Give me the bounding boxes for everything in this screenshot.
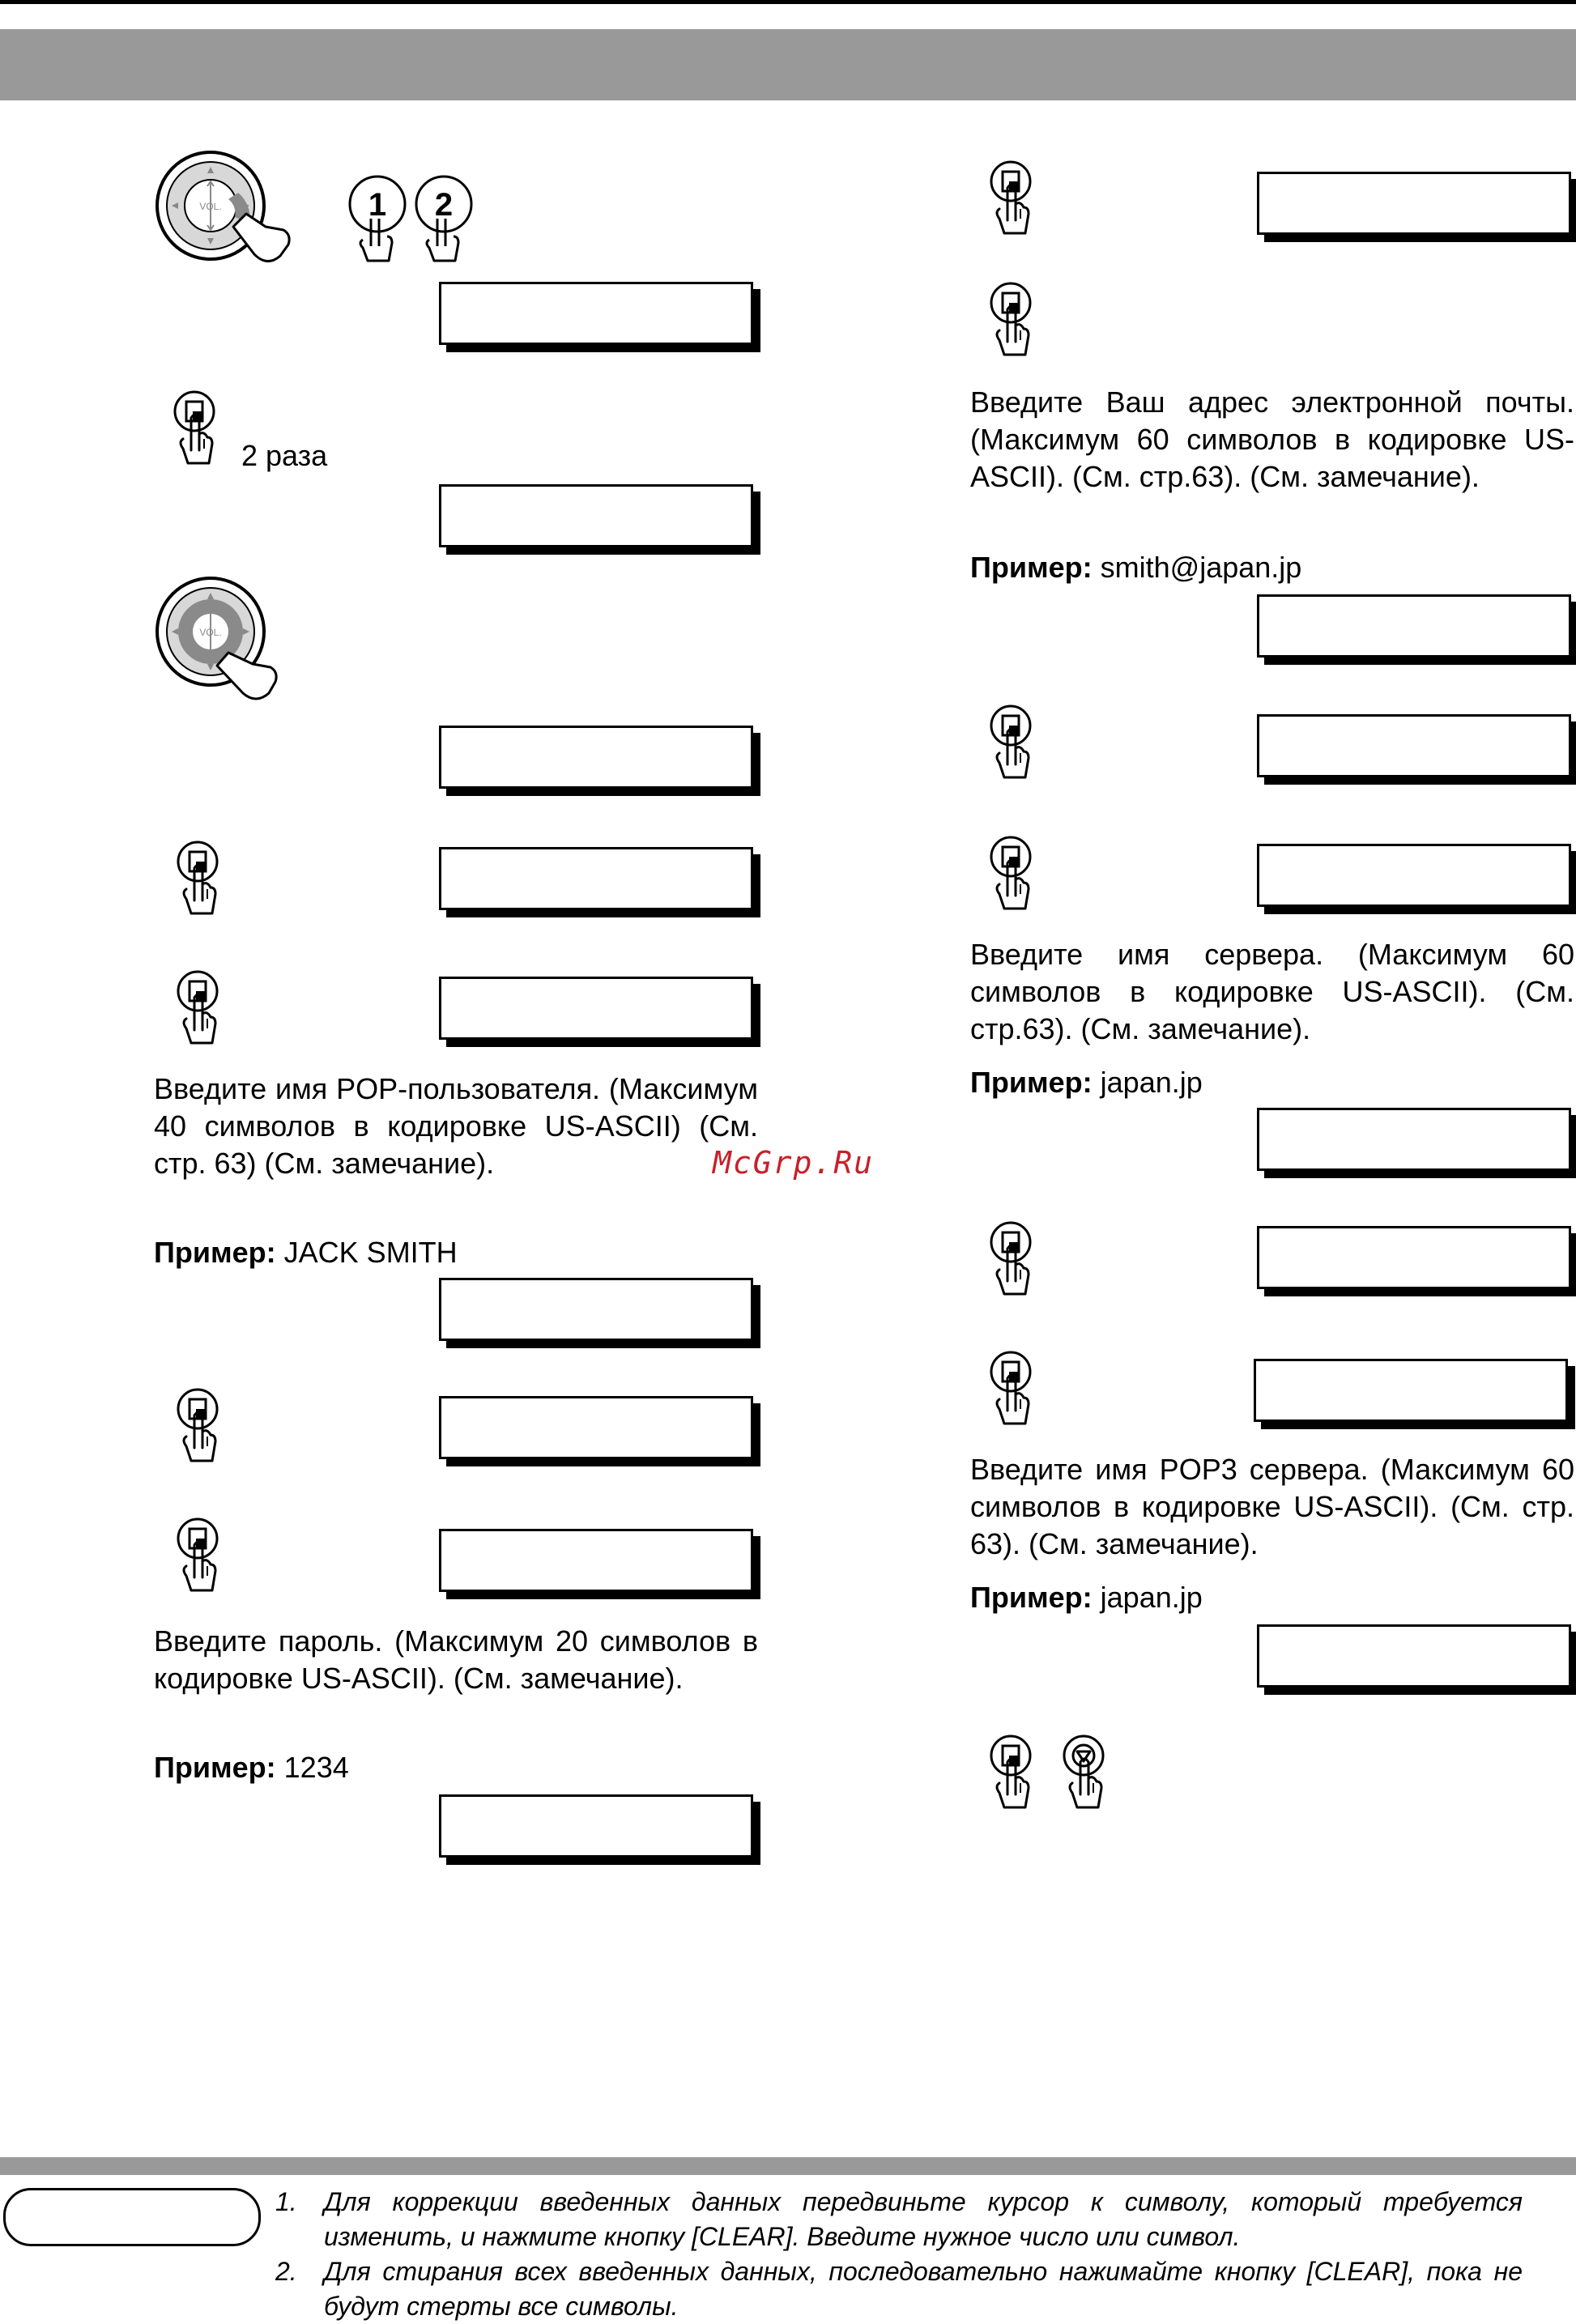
example-value: 1234 — [283, 1751, 349, 1784]
password-instruction: Введите пароль. (Максимум 20 символов в кодировке US-ASCII). (См. замечание). — [154, 1624, 758, 1695]
example-label: Пример: — [154, 1751, 276, 1784]
set-key-icon[interactable] — [983, 159, 1040, 240]
note-number: 1. — [275, 2187, 297, 2216]
set-key-icon[interactable] — [983, 703, 1040, 784]
lcd-display — [439, 1278, 753, 1341]
press-count-label: 2 раза — [241, 439, 328, 472]
note-text: Для коррекции введенных данных передвиньте курсор к символу, который требуется изменить, и нажмите кнопку [CLEAR]. Введите нужное число или символ. — [324, 2187, 1523, 2251]
example-label: Пример: — [154, 1236, 276, 1269]
password-example — [154, 1749, 349, 1786]
set-key-icon[interactable] — [170, 1516, 227, 1597]
lcd-display — [439, 977, 753, 1040]
example-value: japan.jp — [1100, 1581, 1203, 1614]
set-key-icon[interactable] — [983, 280, 1040, 361]
pop3-example — [970, 1579, 1203, 1616]
set-key-icon[interactable] — [983, 1219, 1040, 1300]
email-instruction: Введите Ваш адрес электронной почты. (Максимум 60 символов в кодировке US-ASCII). (См. стр.63). (См. замечание). — [970, 385, 1574, 493]
pop3-instruction: Введите имя POP3 сервера. (Максимум 60 символов в кодировке US-ASCII). (См. стр. 63). (См. замечание). — [970, 1453, 1574, 1560]
example-value: japan.jp — [1100, 1066, 1203, 1099]
lcd-display — [1257, 1108, 1571, 1171]
lcd-display — [1257, 844, 1571, 907]
header-bar — [0, 29, 1576, 100]
lcd-display — [439, 282, 753, 345]
lcd-display — [439, 847, 753, 910]
email-example — [970, 549, 1301, 586]
number-key-icon[interactable] — [345, 170, 410, 264]
lcd-display — [1254, 1359, 1568, 1422]
lcd-display — [439, 1396, 753, 1459]
server-example — [970, 1064, 1203, 1101]
lcd-display — [439, 1794, 753, 1858]
set-key-icon[interactable] — [983, 1733, 1040, 1814]
footer-bar — [0, 2157, 1576, 2175]
server-instruction: Введите имя сервера. (Максимум 60 символов в кодировке US-ASCII). (См. стр.63). (См. замечание). — [970, 938, 1574, 1045]
set-key-icon[interactable] — [170, 1386, 227, 1467]
pop-user-instruction: Введите имя POP-пользователя. (Максимум 40 символов в кодировке US-ASCII) (См. стр. 63) (См. замечание). — [154, 1072, 758, 1180]
number-key-label: 1 — [368, 187, 387, 223]
set-key-icon[interactable] — [170, 839, 227, 920]
lcd-display — [439, 484, 753, 547]
lcd-display — [1257, 714, 1571, 777]
lcd-display — [1257, 172, 1571, 235]
note-badge — [3, 2188, 261, 2246]
note-item — [275, 2185, 1523, 2254]
note-item — [275, 2254, 1523, 2324]
lcd-display — [1257, 1226, 1571, 1289]
set-key-icon[interactable] — [167, 389, 224, 470]
note-number: 2. — [275, 2257, 297, 2286]
navigation-dial-icon[interactable] — [154, 149, 300, 279]
navigation-dial-icon[interactable] — [154, 575, 300, 713]
watermark: McGrp.Ru — [713, 1145, 875, 1181]
number-key-label: 2 — [434, 187, 454, 223]
stop-key-icon[interactable] — [1056, 1733, 1113, 1814]
set-key-icon[interactable] — [983, 1349, 1040, 1430]
lcd-display — [439, 1529, 753, 1592]
lcd-display — [439, 726, 753, 789]
notes-list — [275, 2185, 1523, 2324]
example-value: JACK SMITH — [283, 1236, 458, 1269]
set-key-icon[interactable] — [170, 968, 227, 1049]
example-label: Пример: — [970, 551, 1093, 584]
number-key-icon[interactable] — [411, 170, 476, 264]
set-key-icon[interactable] — [983, 834, 1040, 915]
lcd-display — [1257, 1624, 1571, 1688]
example-label: Пример: — [970, 1066, 1093, 1099]
example-value: smith@japan.jp — [1100, 551, 1302, 584]
pop-user-example — [154, 1234, 458, 1271]
lcd-display — [1257, 594, 1571, 658]
example-label: Пример: — [970, 1581, 1093, 1614]
note-text: Для стирания всех введенных данных, последовательно нажимайте кнопку [CLEAR], пока не будут стерты все символы. — [324, 2257, 1523, 2321]
top-rule — [0, 0, 1576, 4]
